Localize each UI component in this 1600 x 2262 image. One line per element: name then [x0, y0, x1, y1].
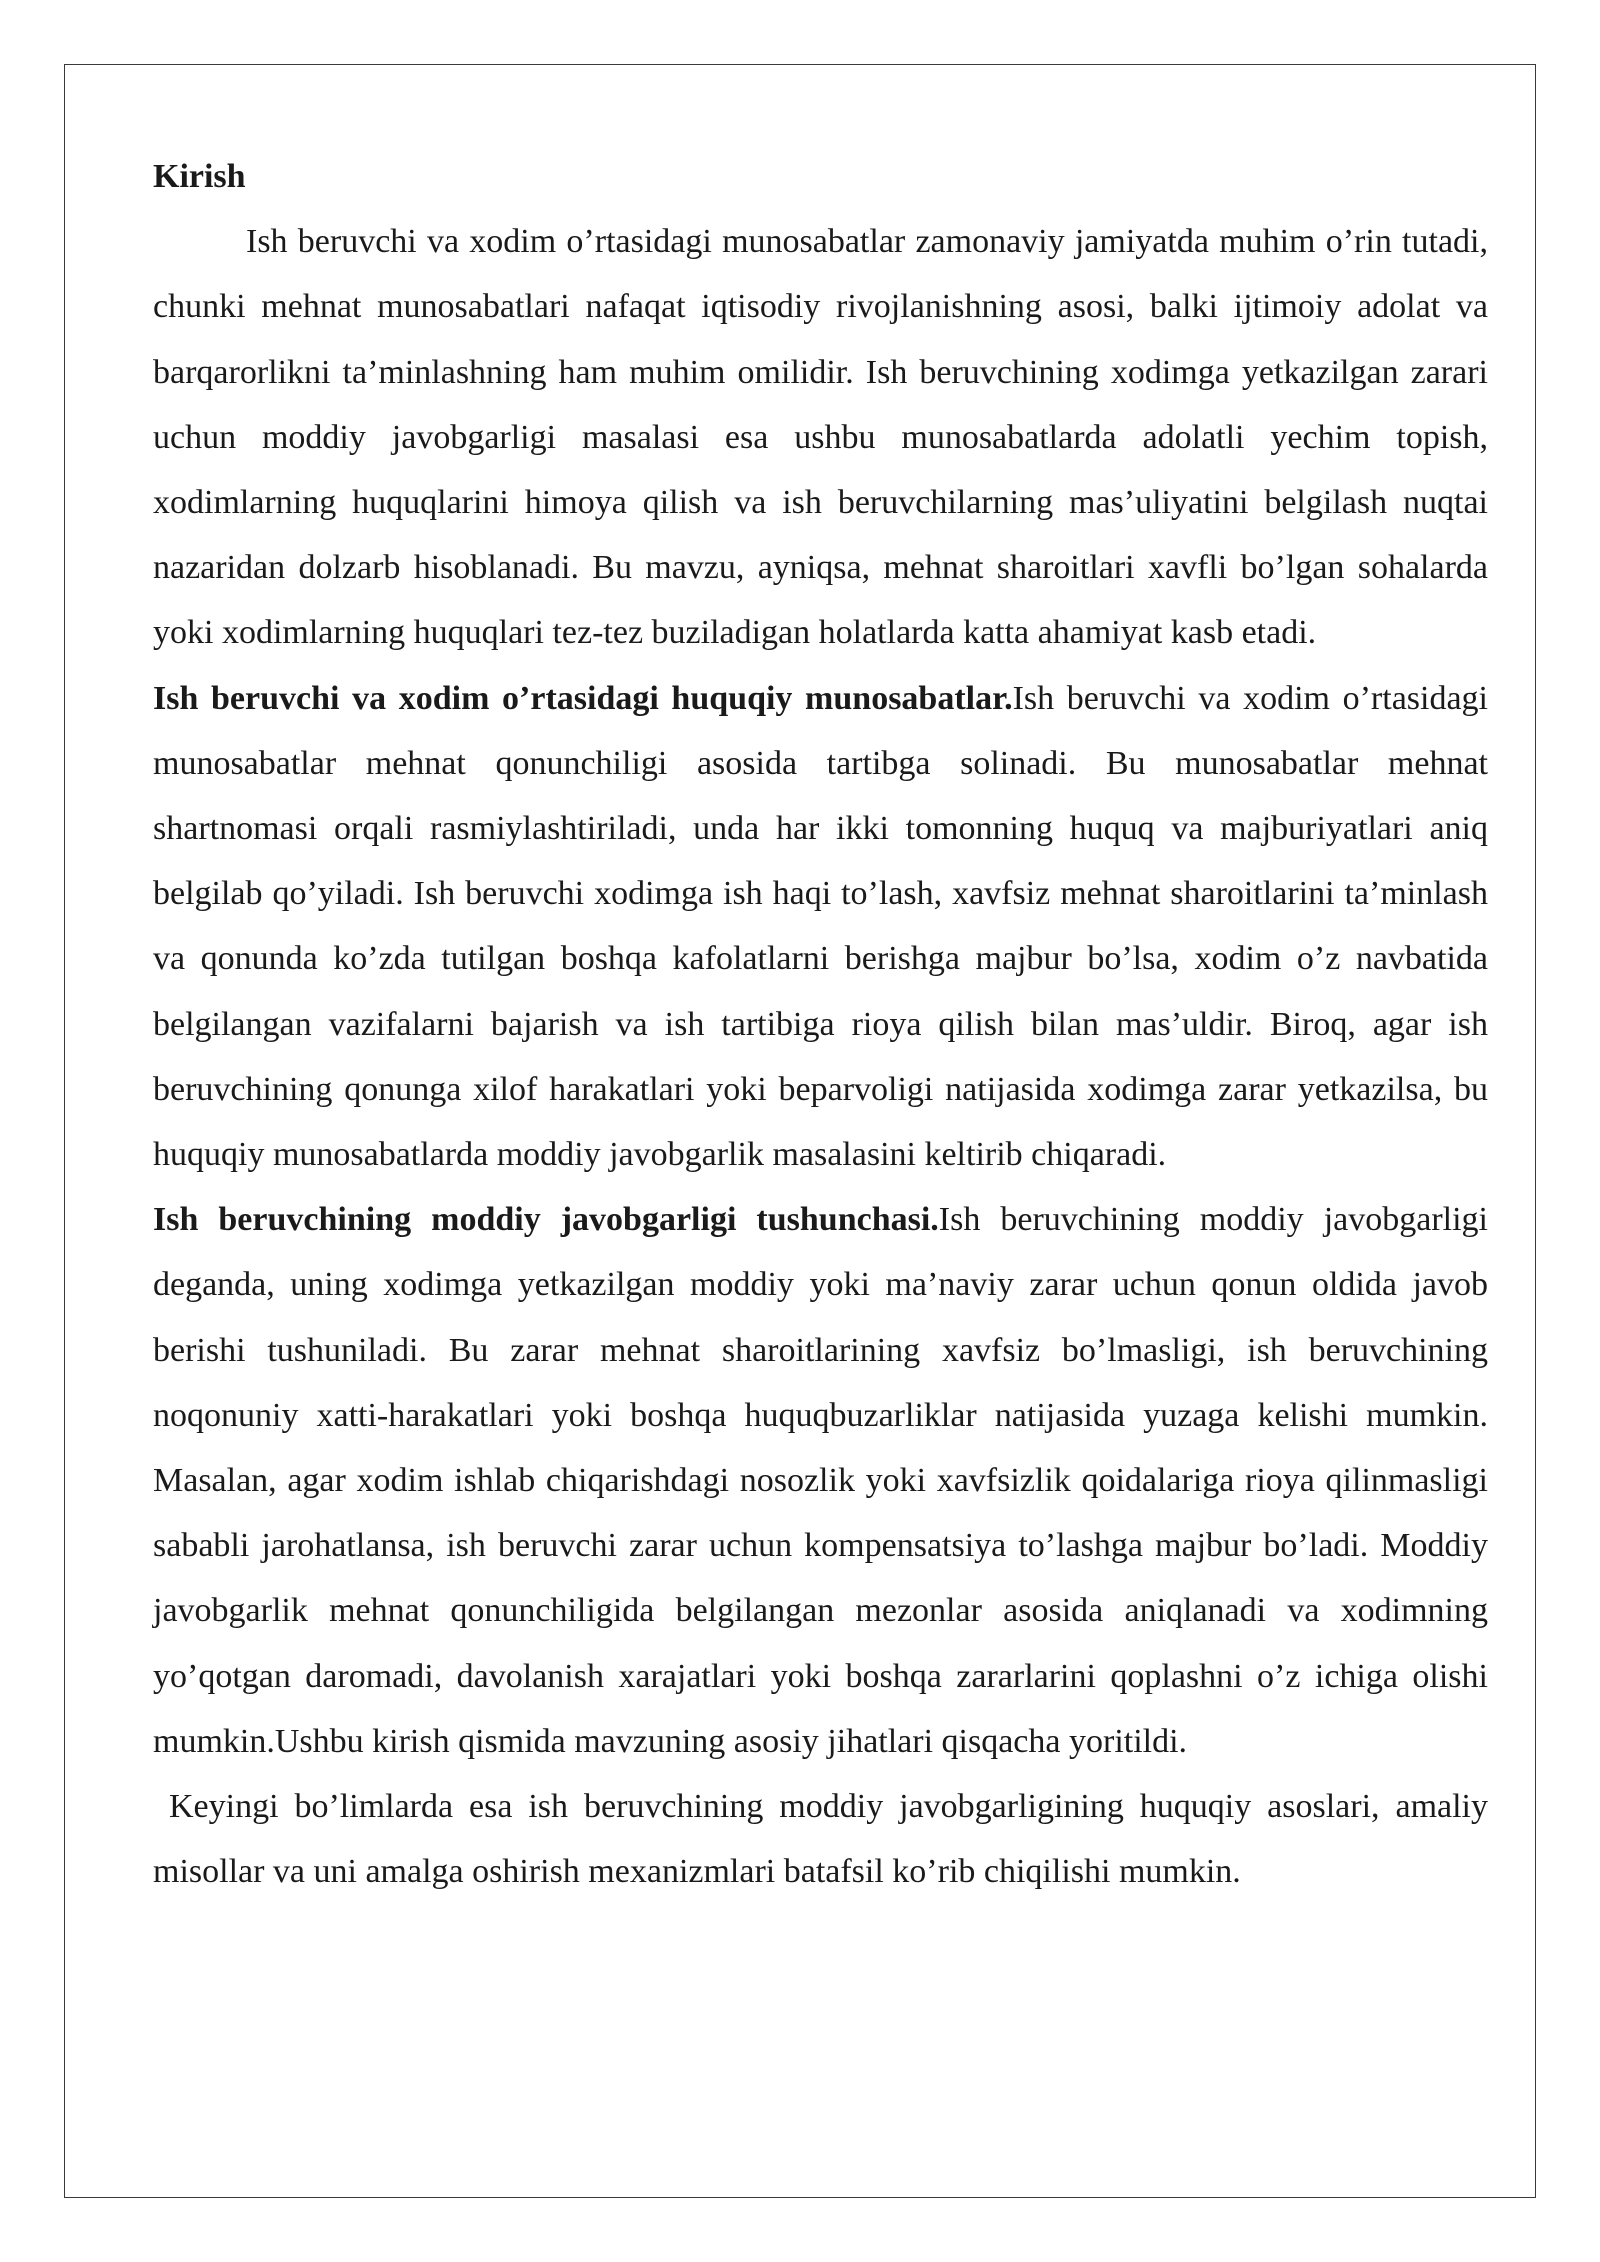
section-2-heading: Ish beruvchining moddiy javobgarligi tushunchasi. [153, 1201, 939, 1239]
document-title: Kirish [153, 158, 246, 195]
section-2-paragraph [153, 1187, 1488, 1774]
intro-paragraph: Ish beruvchi va xodim o’rtasidagi munosabatlar zamonaviy jamiyatda muhim o’rin tutadi, chunki mehnat munosabatlari nafaqat iqtisodiy rivojlanishning asosi, balki ijtimoiy adolat va barqarorlikni ta’minlashning ham muhim omilidir. Ish beruvchining xodimga yetkazilgan zarari uchun moddiy javobgarligi masalasi esa ushbu munosabatlarda adolatli yechim topish, xodimlarning huquqlarini himoya qilish va ish beruvchilarning mas’uliyatini belgilash nuqtai nazaridan dolzarb hisoblanadi. Bu mavzu, ayniqsa, mehnat sharoitlari xavfli bo’lgan sohalarda yoki xodimlarning huquqlari tez-tez buziladigan holatlarda katta ahamiyat kasb etadi. [153, 223, 1488, 652]
section-1-heading: Ish beruvchi va xodim o’rtasidagi huquqiy munosabatlar. [153, 679, 1013, 717]
closing-paragraph: Keyingi bo’limlarda esa ish beruvchining moddiy javobgarligining huquqiy asoslari, amaliy misollar va uni amalga oshirish mexanizmlari batafsil ko’rib chiqilishi mumkin. [153, 1788, 1488, 1891]
section-2-text: Ish beruvchining moddiy javobgarligi deganda, uning xodimga yetkazilgan moddiy yoki ma’naviy zarar uchun qonun oldida javob berishi tushuniladi. Bu zarar mehnat sharoitlarining xavfsiz bo’lmasligi, ish beruvchining noqonuniy xatti-harakatlari yoki boshqa huquqbuzarliklar natijasida yuzaga kelishi mumkin. Masalan, agar xodim ishlab chiqarishdagi nosozlik yoki xavfsizlik qoidalariga rioya qilinmasligi sababli jarohatlansa, ish beruvchi zarar uchun kompensatsiya to’lashga majbur bo’ladi. Moddiy javobgarlik mehnat qonunchiligida belgilangan mezonlar asosida aniqlanadi va xodimning yo’qotgan daromadi, davolanish xarajatlari yoki boshqa zararlarini qoplashni o’z ichiga olishi mumkin.Ushbu kirish qismida mavzuning asosiy jihatlari qisqacha yoritildi. [153, 1201, 1488, 1760]
section-1-paragraph [153, 666, 1488, 1188]
document-body [153, 144, 1488, 1904]
section-1-text: Ish beruvchi va xodim o’rtasidagi munosabatlar mehnat qonunchiligi asosida tartibga solinadi. Bu munosabatlar mehnat shartnomasi orqali rasmiylashtiriladi, unda har ikki tomonning huquq va majburiyatlari aniq belgilab qo’yiladi. Ish beruvchi xodimga ish haqi to’lash, xavfsiz mehnat sharoitlarini ta’minlash va qonunda ko’zda tutilgan boshqa kafolatlarni berishga majbur bo’lsa, xodim o’z navbatida belgilangan vazifalarni bajarish va ish tartibiga rioya qilish bilan mas’uldir. Biroq, agar ish beruvchining qonunga xilof harakatlari yoki beparvoligi natijasida xodimga zarar yetkazilsa, bu huquqiy munosabatlarda moddiy javobgarlik masalasini keltirib chiqaradi. [153, 679, 1488, 1174]
